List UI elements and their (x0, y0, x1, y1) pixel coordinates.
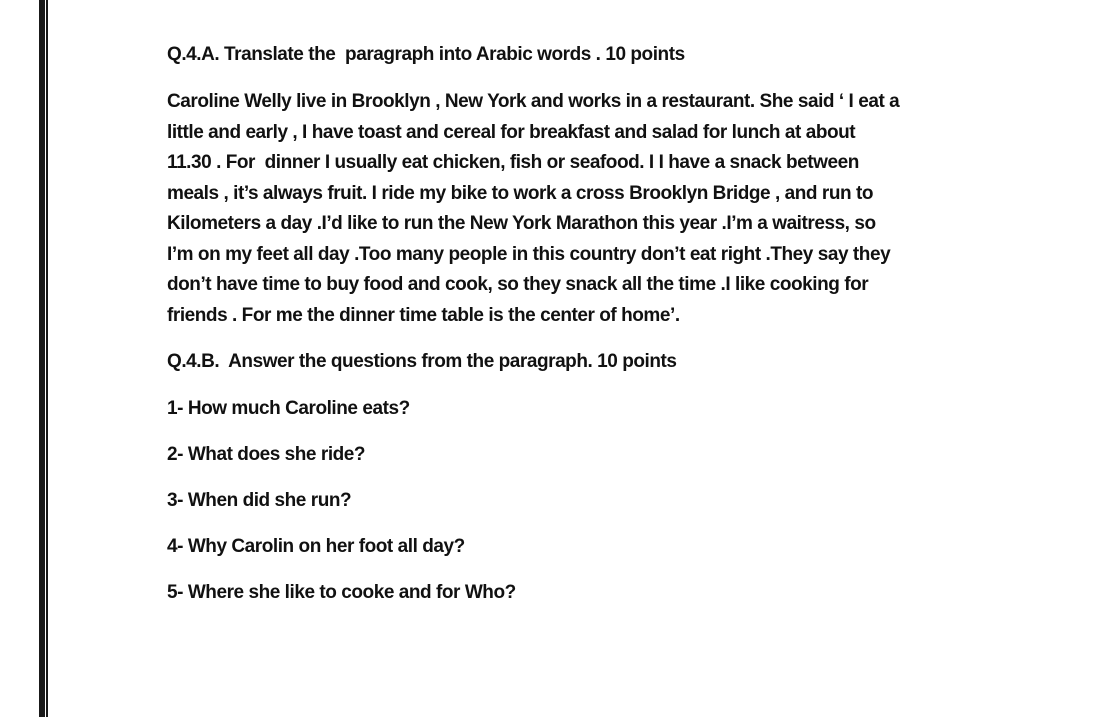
passage-paragraph (167, 87, 1067, 331)
section-b-heading: Q.4.B. Answer the questions from the paragraph. 10 points (167, 351, 677, 372)
passage-line: I’m on my feet all day .Too many people in this country don’t eat right .They say they (167, 243, 891, 265)
page-left-border (39, 0, 48, 717)
question-item: 1- How much Caroline eats? (167, 398, 410, 419)
question-item: 4- Why Carolin on her foot all day? (167, 536, 465, 557)
passage-line: friends . For me the dinner time table is the center of home’. (167, 304, 680, 326)
passage-line: don’t have time to buy food and cook, so they snack all the time .I like cooking for (167, 274, 869, 295)
passage-line: Kilometers a day .I’d like to run the New York Marathon this year .I’m a waitress, so (167, 213, 876, 234)
passage-line: 11.30 . For dinner I usually eat chicken, fish or seafood. I I have a snack between (167, 152, 859, 173)
document-content (167, 40, 1067, 624)
section-a-heading: Q.4.A. Translate the paragraph into Arabic words . 10 points (167, 44, 685, 65)
passage-line: little and early , I have toast and cereal for breakfast and salad for lunch at about (167, 121, 856, 143)
question-item: 5- Where she like to cooke and for Who? (167, 582, 516, 603)
question-item: 3- When did she run? (167, 490, 352, 511)
passage-line: Caroline Welly live in Brooklyn , New York and works in a restaurant. She said ‘ I eat a (167, 91, 900, 112)
question-item: 2- What does she ride? (167, 444, 366, 465)
passage-line: meals , it’s always fruit. I ride my bike to work a cross Brooklyn Bridge , and run to (167, 182, 874, 204)
